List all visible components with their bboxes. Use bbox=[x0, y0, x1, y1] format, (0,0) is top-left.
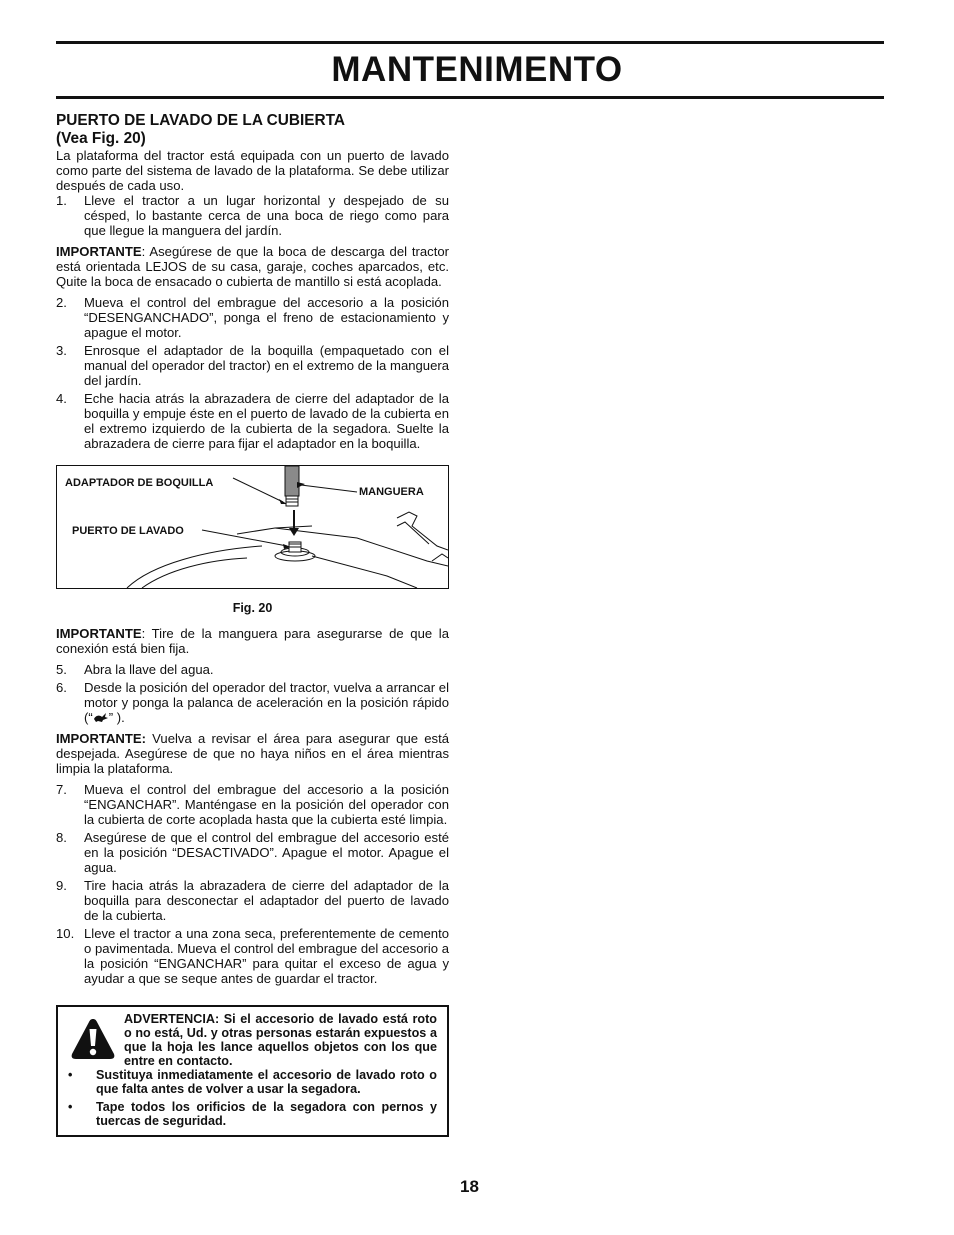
step-item bbox=[56, 295, 449, 340]
step-text: Asegúrese de que el control del embrague del accesorio esté en la posición “DESACTIVADO”. Apague el motor. Apague el agua. bbox=[84, 830, 449, 875]
step-text: Abra la llave del agua. bbox=[84, 662, 214, 677]
warning-bullet-text: Sustituya inmediatamente el accesorio de lavado roto o que falta antes de volver a usar la segadora. bbox=[96, 1068, 437, 1096]
header-rule-top bbox=[56, 41, 884, 44]
step-number: 10. bbox=[56, 926, 75, 941]
step-number: 5. bbox=[56, 662, 67, 677]
warning-bullet bbox=[68, 1068, 437, 1096]
important-label: IMPORTANTE bbox=[56, 626, 142, 641]
step-text: Desde la posición del operador del tractor, vuelva a arrancar el motor y ponga la palanca de aceleración en la posición rápido (“ bbox=[84, 680, 449, 725]
warning-triangle-icon bbox=[70, 1017, 116, 1061]
step-number: 7. bbox=[56, 782, 67, 797]
step-text: Eche hacia atrás la abrazadera de cierre del adaptador de la boquilla y empuje éste en el puerto de lavado de la cubierta en el extremo izquierdo de la cubierta de la segadora. Suelte la abrazadera de cierre para fijar el adaptador en la boquilla. bbox=[84, 391, 449, 451]
step-text: Mueva el control del embrague del accesorio a la posición “DESENGANCHADO”, ponga el freno de estacionamiento y apague el motor. bbox=[84, 295, 449, 340]
step-text-end: ” ). bbox=[108, 710, 125, 725]
important-label: IMPORTANTE bbox=[56, 244, 142, 259]
header-rule-bottom bbox=[56, 96, 884, 99]
important-note bbox=[56, 244, 449, 289]
page-number: 18 bbox=[460, 1177, 479, 1196]
section-heading: PUERTO DE LAVADO DE LA CUBIERTA bbox=[56, 112, 346, 129]
intro-paragraph: La plataforma del tractor está equipada con un puerto de lavado como parte del sistema de lavado de la plataforma. Se debe utilizar después de cada uso. bbox=[56, 148, 449, 193]
step-number: 4. bbox=[56, 391, 67, 406]
step-item bbox=[56, 391, 449, 451]
step-item bbox=[56, 878, 449, 923]
important-text: : Tire de la manguera para asegurarse de que la conexión está bien fija. bbox=[56, 626, 449, 656]
label-hose: MANGUERA bbox=[359, 486, 424, 498]
step-item bbox=[56, 680, 449, 725]
important-label: IMPORTANTE: bbox=[56, 731, 146, 746]
step-number: 8. bbox=[56, 830, 67, 845]
step-text: Tire hacia atrás la abrazadera de cierre del adaptador de la boquilla para desconectar el adaptador del puerto de lavado de la cubierta. bbox=[84, 878, 449, 923]
bullet-mark: • bbox=[68, 1068, 73, 1082]
warning-heading: ADVERTENCIA: Si el accesorio de lavado está roto o no está, Ud. y otras personas estarán expuestos a que la hoja les lance aquellos objetos con los que entre en contacto. bbox=[124, 1012, 437, 1068]
step-text: Lleve el tractor a una zona seca, preferentemente de cemento o pavimentada. Mueva el control del embrague del accesorio a la posición “ENGANCHAR” para quitar el exceso de agua y ayudar a que se seque antes de guardar el tractor. bbox=[84, 926, 449, 986]
step-text: Enrosque el adaptador de la boquilla (empaquetado con el manual del operador del tractor) en el extremo de la manguera del jardín. bbox=[84, 343, 449, 388]
step-number: 6. bbox=[56, 680, 67, 695]
step-number: 2. bbox=[56, 295, 67, 310]
step-number: 1. bbox=[56, 193, 67, 208]
step-item bbox=[56, 193, 449, 238]
warning-bullet-text: Tape todos los orificios de la segadora con pernos y tuercas de seguridad. bbox=[96, 1100, 437, 1128]
step-item bbox=[56, 782, 449, 827]
label-washout-port: PUERTO DE LAVADO bbox=[72, 525, 184, 537]
warning-bullet bbox=[68, 1100, 437, 1128]
page-title: MANTENIMENTO bbox=[331, 50, 623, 89]
step-item bbox=[56, 343, 449, 388]
step-number: 9. bbox=[56, 878, 67, 893]
important-text: Vuelva a revisar el área para asegurar que está despejada. Asegúrese de que no haya niños en el área mientras limpia la plataforma. bbox=[56, 731, 449, 776]
figure-caption: Fig. 20 bbox=[232, 601, 273, 615]
section-subheading: (Vea Fig. 20) bbox=[56, 130, 146, 147]
important-note bbox=[56, 626, 449, 656]
step-item bbox=[56, 830, 449, 875]
rabbit-fast-icon bbox=[93, 711, 109, 723]
step-text: Mueva el control del embrague del accesorio a la posición “ENGANCHAR”. Manténgase en la posición del operador con la cubierta de corte acoplada hasta que la cubierta esté limpia. bbox=[84, 782, 449, 827]
warning-box bbox=[56, 1005, 449, 1137]
figure-20 bbox=[56, 465, 449, 589]
important-note bbox=[56, 731, 449, 776]
step-number: 3. bbox=[56, 343, 67, 358]
important-text: : Asegúrese de que la boca de descarga del tractor está orientada LEJOS de su casa, garaje, coches aparcados, etc. Quite la boca de ensacado o cubierta de mantillo si está acoplada. bbox=[56, 244, 449, 289]
main-column bbox=[56, 112, 449, 986]
bullet-mark: • bbox=[68, 1100, 73, 1114]
step-item bbox=[56, 926, 449, 986]
label-nozzle-adapter: ADAPTADOR DE BOQUILLA bbox=[65, 477, 214, 489]
step-text: Lleve el tractor a un lugar horizontal y despejado de su césped, lo bastante cerca de una boca de riego como para que llegue la manguera del jardín. bbox=[84, 193, 449, 238]
step-item bbox=[56, 662, 449, 677]
